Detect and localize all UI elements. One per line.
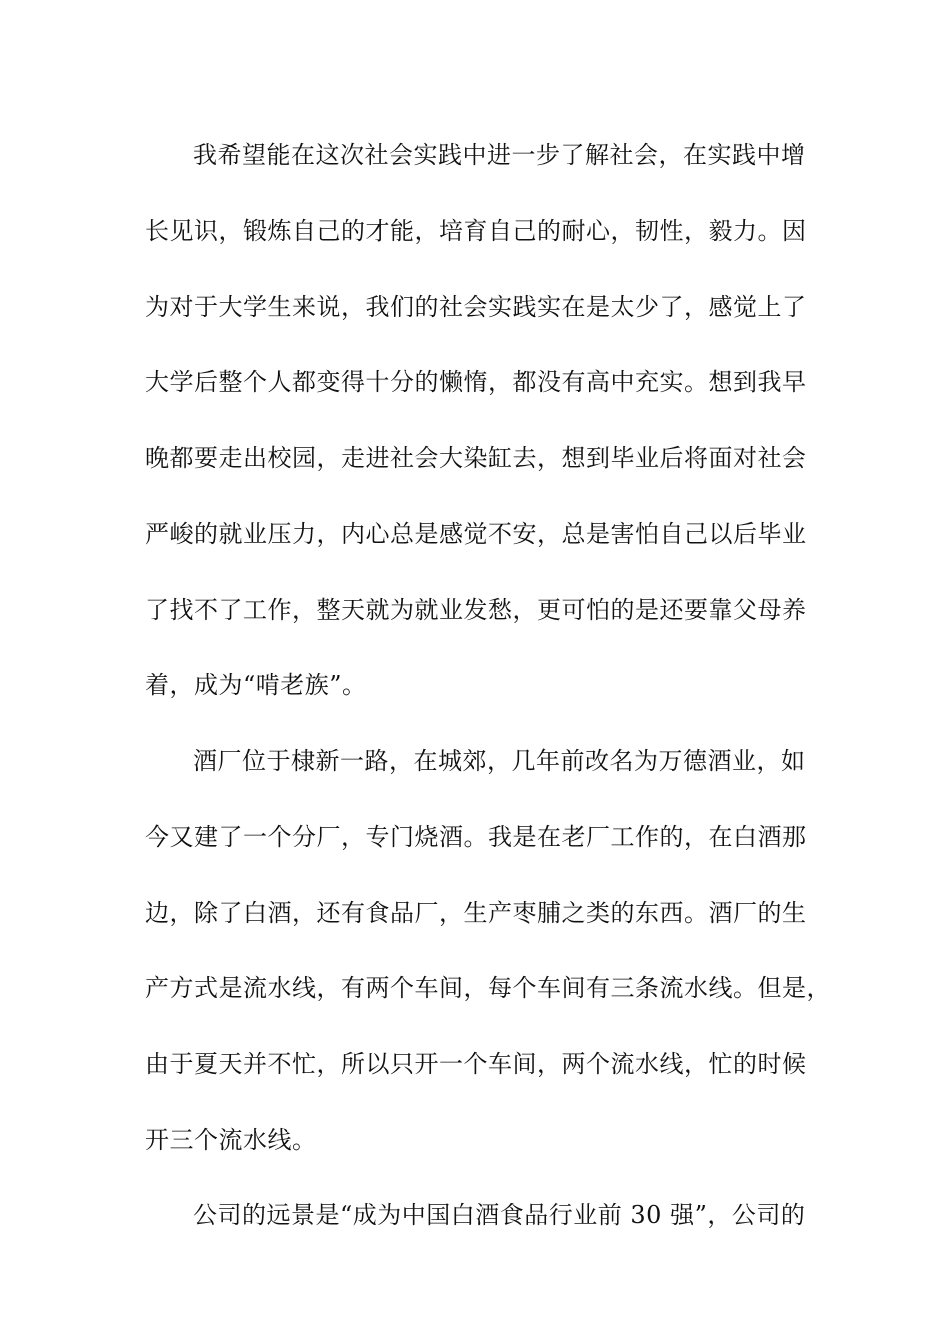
- paragraph-2-line-6: 开三个流水线。: [145, 1126, 317, 1154]
- paragraph-2-line-4: 产方式是流水线，有两个车间，每个车间有三条流水线。但是，: [145, 974, 831, 1002]
- paragraph-1-line-5: 晚都要走出校园，走进社会大染缸去，想到毕业后将面对社会: [145, 444, 807, 472]
- paragraph-2-line-1: 酒厂位于棣新一路，在城郊，几年前改名为万德酒业，如: [193, 747, 806, 775]
- paragraph-1-line-4: 大学后整个人都变得十分的懒惰，都没有高中充实。想到我早: [145, 368, 807, 396]
- paragraph-1-line-2: 长见识，锻炼自己的才能，培育自己的耐心，韧性，毅力。因: [145, 217, 807, 245]
- paragraph-1-line-6: 严峻的就业压力，内心总是感觉不安，总是害怕自己以后毕业: [145, 520, 807, 548]
- paragraph-3-line-1: 公司的远景是“成为中国白酒食品行业前 30 强”，公司的: [193, 1201, 806, 1229]
- paragraph-1-line-7: 了找不了工作，整天就为就业发愁，更可怕的是还要靠父母养: [145, 596, 807, 624]
- paragraph-1-line-3: 为对于大学生来说，我们的社会实践实在是太少了，感觉上了: [145, 293, 807, 321]
- paragraph-2-line-2: 今又建了一个分厂，专门烧酒。我是在老厂工作的，在白酒那: [145, 823, 807, 851]
- paragraph-1-line-1: 我希望能在这次社会实践中进一步了解社会，在实践中增: [193, 141, 806, 169]
- paragraph-2-line-3: 边，除了白酒，还有食品厂，生产枣脯之类的东西。酒厂的生: [145, 899, 807, 927]
- paragraph-1-line-8: 着，成为“啃老族”。: [145, 671, 367, 699]
- paragraph-2-line-5: 由于夏天并不忙，所以只开一个车间，两个流水线，忙的时候: [145, 1050, 807, 1078]
